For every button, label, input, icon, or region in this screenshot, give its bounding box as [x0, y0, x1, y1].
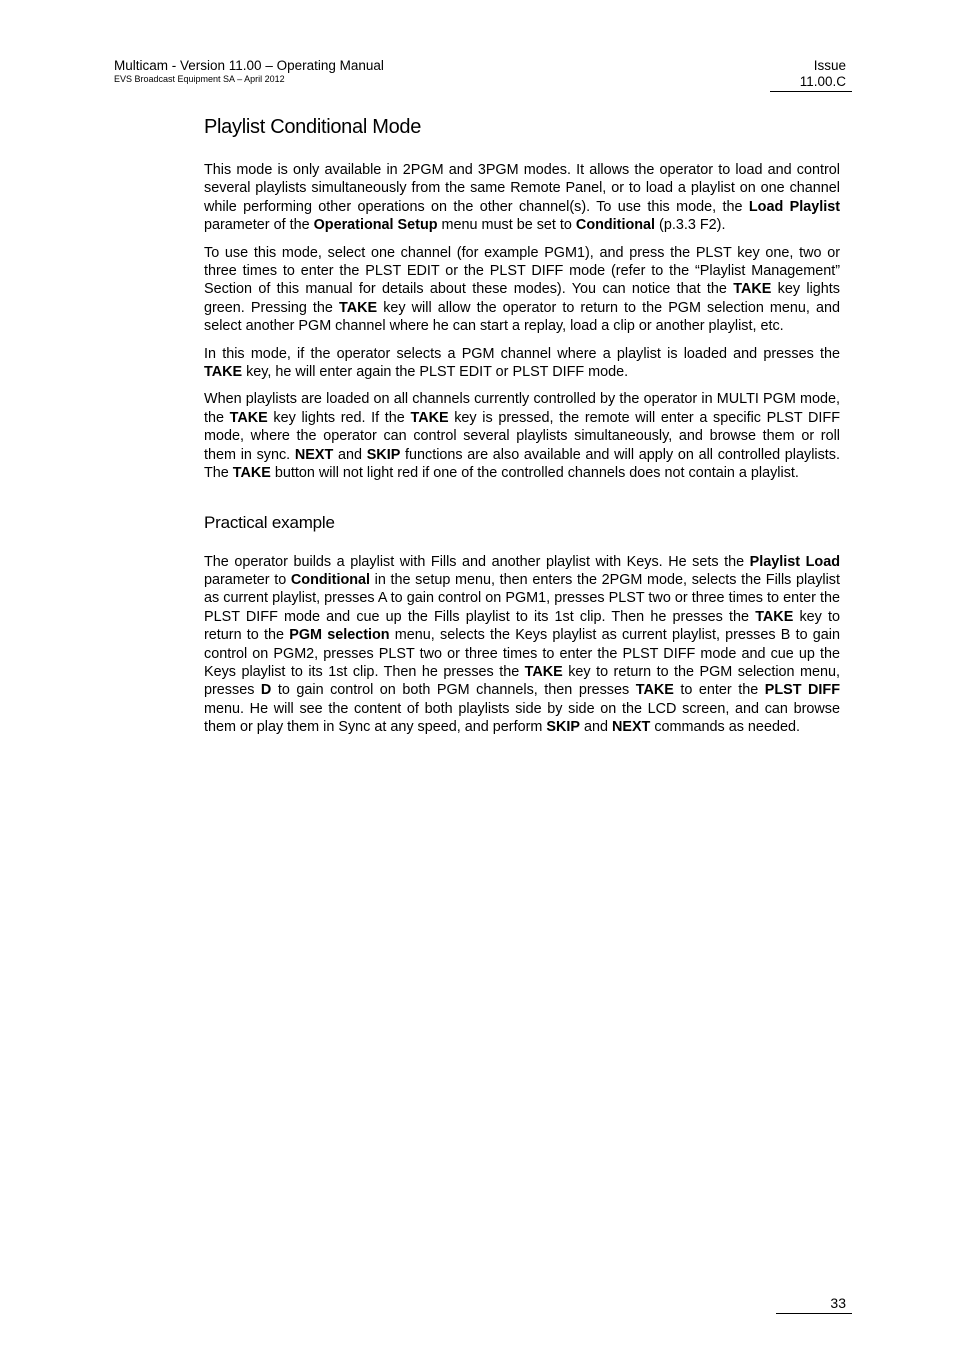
main-content [204, 113, 840, 746]
header-divider [770, 91, 852, 92]
header-issue-number: 11.00.C [799, 74, 846, 89]
subsection-heading: Practical example [204, 512, 335, 532]
paragraph-multi-pgm: When playlists are loaded on all channels currently controlled by the operator in MULTI PGM mode, the TAKE key lights red. If the TAKE key is pressed, the remote will enter a specific PLST DIFF mode, where the operator can control several playlists simultaneously, and browse them or roll them in sync. NEXT and SKIP functions are also available and will apply on all controlled playlists. The TAKE button will not light red if one of the controlled channels does not contain a playlist. [204, 391, 840, 482]
header-issue-label: Issue [813, 58, 846, 73]
paragraph-reentry: In this mode, if the operator selects a PGM channel where a playlist is loaded and presses the TAKE key, he will enter again the PLST EDIT or PLST DIFF mode. [204, 345, 840, 381]
footer-divider [776, 1313, 852, 1314]
page-number: 33 [830, 1295, 846, 1311]
header-document-title: Multicam - Version 11.00 – Operating Manual [114, 58, 384, 73]
paragraph-mode-description: This mode is only available in 2PGM and 3PGM modes. It allows the operator to load and control several playlists simultaneously from the same Remote Panel, or to load a playlist on one channel while performing other operations on the other channel(s). To use this mode, the Load Playlist parameter of the Operational Setup menu must be set to Conditional (p.3.3 F2). [204, 162, 840, 234]
section-heading: Playlist Conditional Mode [204, 116, 422, 138]
header-publisher: EVS Broadcast Equipment SA – April 2012 [114, 74, 285, 84]
paragraph-usage: To use this mode, select one channel (for example PGM1), and press the PLST key one, two or three times to enter the PLST EDIT or the PLST DIFF mode (refer to the “Playlist Management” Section of this manual for details about these modes). You can notice that the TAKE key lights green. Pressing the TAKE key will allow the operator to return to the PGM selection menu, and select another PGM channel where he can start a replay, load a clip or another playlist, etc. [204, 244, 840, 335]
paragraph-practical-example: The operator builds a playlist with Fills and another playlist with Keys. He sets the Playlist Load parameter to Conditional in the setup menu, then enters the 2PGM mode, selects the Fills playlist as current playlist, presses A to gain control on PGM1, presses PLST two or three times to enter the PLST DIFF mode and cue up the Fills playlist to its 1st clip. Then he presses the TAKE key to return to the PGM selection menu, selects the Keys playlist as current playlist, presses B to gain control on PGM2, presses PLST two or three times to enter the PLST DIFF mode and cue up the Keys playlist to its 1st clip. Then he presses the TAKE key to return to the PGM selection menu, presses D to gain control on both PGM channels, then presses TAKE to enter the PLST DIFF menu. He will see the content of both playlists side by side on the LCD screen, and can browse them or play them in Sync at any speed, and perform SKIP and NEXT commands as needed. [204, 553, 841, 736]
